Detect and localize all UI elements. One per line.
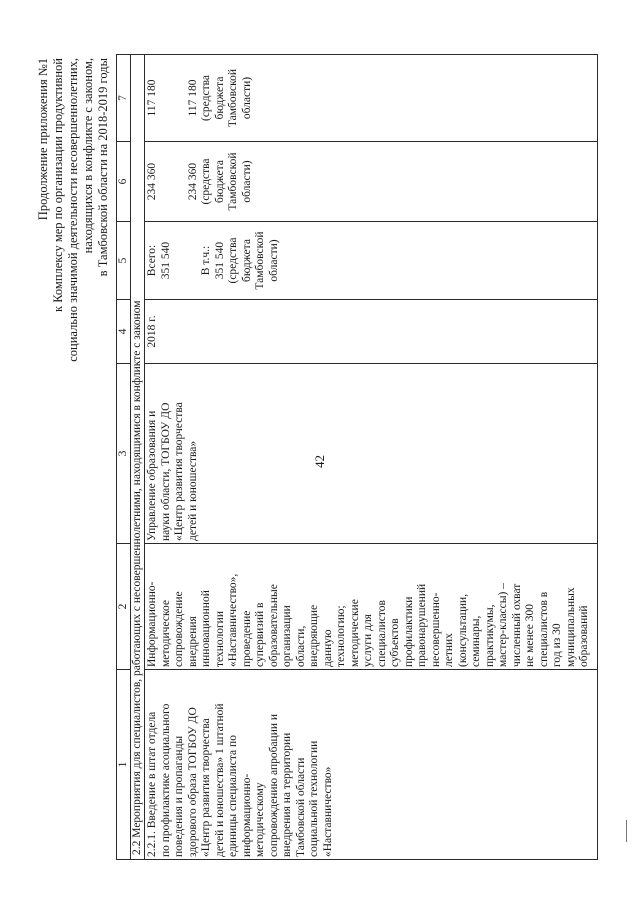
column-number: 2 (117, 544, 131, 670)
content-cell: Информационно- методическое сопровождение внедрения инновационной технологии «Наставничество», проведение супервизий в образовательные организации области, внедряющие данную технологию; методические услуги для специалистов субъектов профилактики правонарушений несовершенно- летних (консультации, семинары, практикумы, мастер-классы) – численный охват не менее 300 специалистов в год из 30 муниципальных образований (145, 544, 598, 670)
section-row (131, 55, 145, 860)
funding-2019-cell (145, 55, 598, 142)
section-title: 2.2 Мероприятия для специалистов, работающих с несовершеннолетними, находящимися в конфликте с законом (131, 55, 145, 860)
column-number: 6 (117, 142, 131, 222)
funding-value: 117 180 (186, 79, 199, 117)
incl-value: 351 540 (213, 241, 226, 280)
table-row (145, 55, 598, 860)
period-cell: 2018 г. (145, 300, 598, 364)
column-number: 4 (117, 300, 131, 364)
measure-cell: 2.2.1. Введение в штат отдела по профилактике асоциального поведения и пропаганды здорового образа ТОГБОУ ДО «Центр развития творчества детей и юношества» 1 штатной единицы специалиста по информационно- методическому сопровождению апробации и внедрения на территории Тамбовской области социальной технологии «Наставничество» (145, 670, 598, 860)
page-number: 42 (312, 455, 327, 468)
funding-value: 117 180 (146, 79, 158, 117)
total-funding-cell (145, 222, 598, 300)
header-line: в Тамбовской области на 2018-2019 годы (96, 58, 110, 277)
incl-label: В т.ч.: (200, 245, 212, 276)
column-number-row (117, 55, 131, 860)
funding-source: (средства бюджета Тамбовской области) (227, 231, 280, 290)
column-number: 1 (117, 670, 131, 860)
margin-mark (626, 820, 627, 842)
header-line: Продолжение приложения №1 (36, 58, 50, 221)
funding-source: (средства бюджета Тамбовской области) (200, 68, 253, 128)
total-value: 351 540 (159, 241, 172, 280)
executors-cell: Управление образования и науки области, ТОГБОУ ДО «Центр развития творчества детей и юношества» (145, 364, 598, 544)
header-line: к Комплексу мер по организации продуктивной (51, 58, 65, 312)
funding-2018-cell (145, 142, 598, 222)
column-number: 3 (117, 364, 131, 544)
funding-value: 234 360 (146, 162, 158, 201)
funding-value: 234 360 (186, 162, 199, 201)
header-line: социально значимой деятельности несовершеннолетних, (66, 58, 80, 362)
total-label: Всего: (146, 244, 158, 277)
column-number: 7 (117, 55, 131, 142)
funding-source: (средства бюджета Тамбовской области) (200, 152, 253, 211)
measures-table (116, 54, 598, 860)
rotated-page-content (36, 28, 616, 860)
appendix-header (36, 58, 111, 388)
header-line: находящихся в конфликте с законом, (81, 58, 95, 254)
column-number: 5 (117, 222, 131, 300)
